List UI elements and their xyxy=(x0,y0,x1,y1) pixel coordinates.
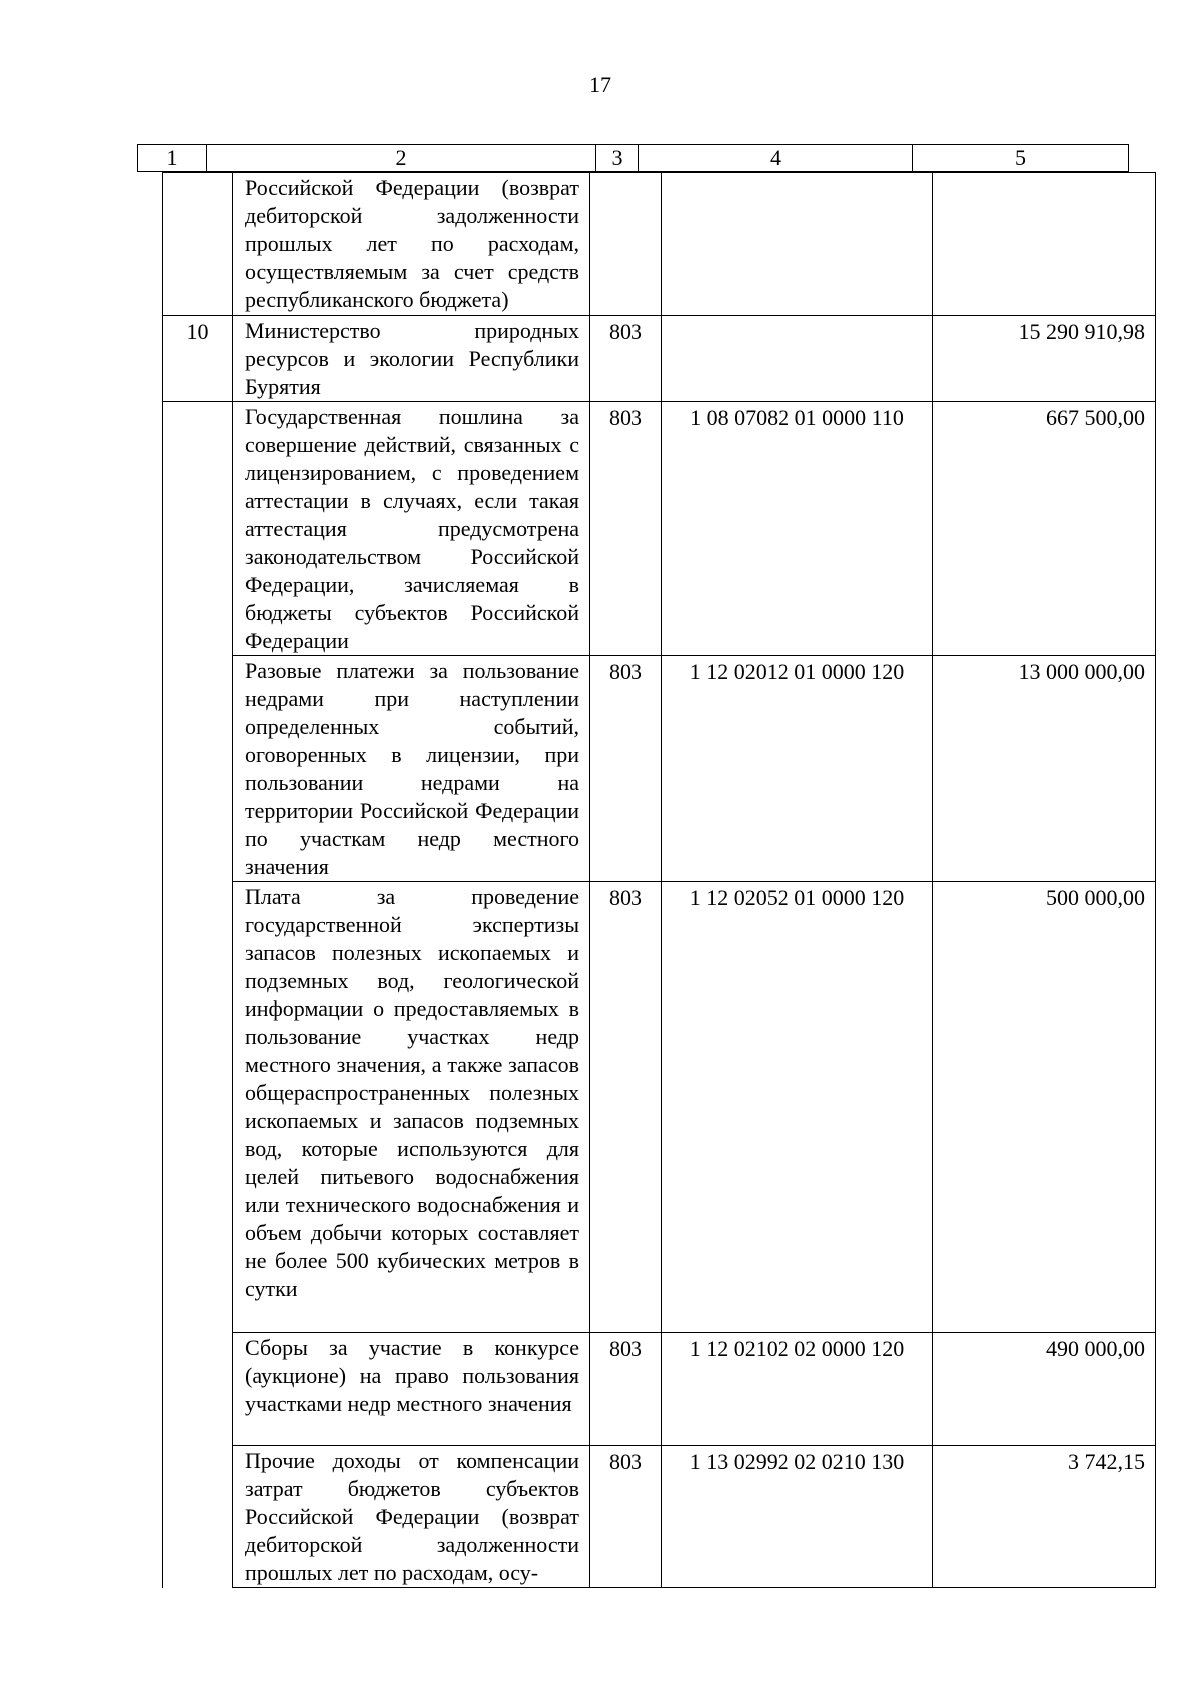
row-name: Министерство природных ресурсов и экологии Республики Бурятия xyxy=(233,316,590,402)
row-kbk xyxy=(662,173,933,316)
row-amount: 15 290 910,98 xyxy=(933,316,1156,402)
row-amount: 490 000,00 xyxy=(933,1333,1156,1446)
row-admin-code: 803 xyxy=(590,1446,662,1588)
row-admin-code xyxy=(590,173,662,316)
row-admin-code: 803 xyxy=(590,402,662,656)
row-admin-code: 803 xyxy=(590,882,662,1333)
page-number: 17 xyxy=(589,72,611,97)
header-col-5: 5 xyxy=(1015,145,1026,170)
row-name: Сборы за участие в конкурсе (аукционе) на право пользования участками недр местного значения xyxy=(233,1333,590,1446)
header-col-2: 2 xyxy=(207,145,596,171)
table-row xyxy=(163,1446,1156,1588)
row-admin-code: 803 xyxy=(590,316,662,402)
row-kbk: 1 13 02992 02 0210 130 xyxy=(662,1446,933,1588)
row-name: Прочие доходы от компенсации затрат бюджетов субъектов Российской Федерации (возврат дебиторской задолженности прошлых лет по расходам, осу- xyxy=(233,1446,590,1588)
row-amount: 3 742,15 xyxy=(933,1446,1156,1588)
table-row xyxy=(163,882,1156,1333)
revenue-table xyxy=(162,172,1156,1588)
row-kbk xyxy=(662,316,933,402)
header-col-4: 4 xyxy=(639,145,913,171)
table-row xyxy=(163,1333,1156,1446)
row-kbk: 1 12 02012 01 0000 120 xyxy=(662,656,933,882)
row-amount: 667 500,00 xyxy=(933,402,1156,656)
row-kbk: 1 12 02102 02 0000 120 xyxy=(662,1333,933,1446)
row-kbk: 1 12 02052 01 0000 120 xyxy=(662,882,933,1333)
table-header-row xyxy=(137,144,1129,172)
row-kbk: 1 08 07082 01 0000 110 xyxy=(662,402,933,656)
row-amount xyxy=(933,173,1156,316)
header-col-1: 1 xyxy=(138,145,207,171)
table-row xyxy=(163,316,1156,402)
row-number xyxy=(163,173,233,316)
row-admin-code: 803 xyxy=(590,1333,662,1446)
row-name: Разовые платежи за пользование недрами при наступлении определенных событий, оговоренных в лицензии, при пользовании недрами на территории Российской Федерации по участкам недр местного значения xyxy=(233,656,590,882)
row-amount: 13 000 000,00 xyxy=(933,656,1156,882)
row-admin-code: 803 xyxy=(590,656,662,882)
table-row xyxy=(163,402,1156,656)
row-name: Плата за проведение государственной экспертизы запасов полезных ископаемых и подземных вод, геологической информации о предоставляемых в пользование участках недр местного значения, а также запасов общераспространенных полезных ископаемых и запасов подземных вод, которые используются для целей питьевого водоснабжения или технического водоснабжения и объем добычи которых составляет не более 500 кубических метров в сутки xyxy=(233,882,590,1333)
row-name: Российской Федерации (возврат дебиторской задолженности прошлых лет по расходам, осуществляемым за счет средств республиканского бюджета) xyxy=(233,173,590,316)
table-row xyxy=(163,173,1156,316)
row-amount: 500 000,00 xyxy=(933,882,1156,1333)
row-number: 10 xyxy=(163,316,233,402)
row-name: Государственная пошлина за совершение действий, связанных с лицензированием, с проведением аттестации в случаях, если такая аттестация предусмотрена законодательством Российской Федерации, зачисляемая в бюджеты субъектов Российской Федерации xyxy=(233,402,590,656)
row-number xyxy=(163,402,233,1588)
table-row xyxy=(163,656,1156,882)
header-col-3: 3 xyxy=(596,145,639,171)
